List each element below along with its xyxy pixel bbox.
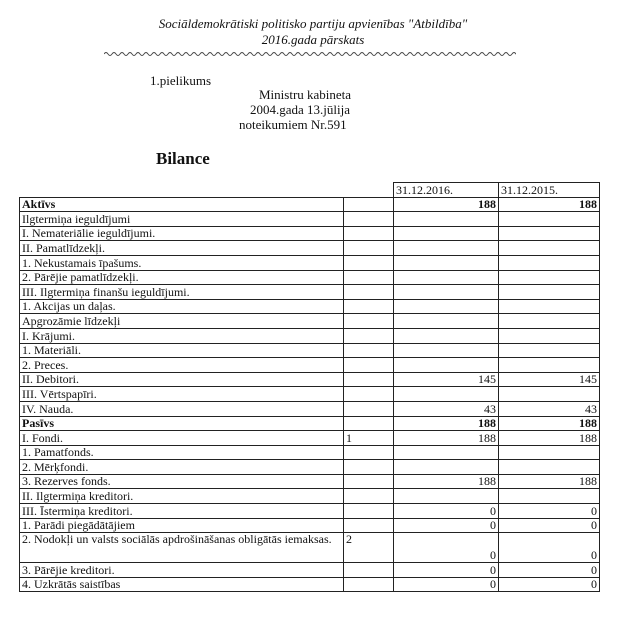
row-note [344,387,394,402]
row-note [344,226,394,241]
row-note [344,285,394,300]
row-note [344,299,394,314]
value-2016 [394,285,499,300]
value-2015: 188 [499,431,600,446]
table-row [20,299,600,314]
value-2016 [394,241,499,256]
row-note [344,328,394,343]
value-2016 [394,460,499,475]
row-note [344,401,394,416]
value-2015: 0 [499,577,600,592]
table-row [20,401,600,416]
table-header-row [20,183,600,198]
value-2015: 43 [499,401,600,416]
row-note: 2 [344,533,394,563]
value-2016 [394,314,499,329]
header-blank [344,183,394,198]
row-label: 3. Pārējie kreditori. [20,563,344,578]
value-2015 [499,255,600,270]
value-2015 [499,489,600,504]
row-label: 1. Akcijas un daļas. [20,299,344,314]
value-2016: 188 [394,474,499,489]
value-2015 [499,387,600,402]
table-row [20,314,600,329]
report-header-year: 2016.gada pārskats [261,32,365,47]
table-row [20,270,600,285]
row-note [344,518,394,533]
value-2015 [499,270,600,285]
row-note [344,241,394,256]
row-note [344,270,394,285]
table-row [20,343,600,358]
value-2015 [499,226,600,241]
value-2016: 0 [394,563,499,578]
page-title: Bilance [156,149,210,168]
value-2015 [499,241,600,256]
value-2015 [499,212,600,227]
value-2016: 188 [394,416,499,431]
row-note [344,489,394,504]
row-label: 2. Pārējie pamatlīdzekļi. [20,270,344,285]
table-row [20,255,600,270]
regulation-ref-line2: 2004.gada 13.jūlija [250,102,351,117]
table-row [20,372,600,387]
value-2016: 145 [394,372,499,387]
table-row [20,212,600,227]
table-row [20,563,600,578]
row-note: 1 [344,431,394,446]
row-label: 2. Preces. [20,358,344,373]
regulation-ref-line3: noteikumiem Nr.591 [239,117,347,132]
value-2015 [499,358,600,373]
table-row [20,387,600,402]
table-row [20,518,600,533]
row-note [344,372,394,387]
table-row [20,533,600,563]
value-2016: 188 [394,431,499,446]
value-2015 [499,343,600,358]
table-row [20,489,600,504]
value-2015: 0 [499,533,600,563]
row-label: 4. Uzkrātās saistības [20,577,344,592]
value-2015: 188 [499,197,600,212]
value-2015: 145 [499,372,600,387]
row-label: I. Fondi. [20,431,344,446]
value-2016 [394,387,499,402]
row-label: Ilgtermiņa ieguldījumi [20,212,344,227]
appendix-label: 1.pielikums [150,73,212,88]
row-label: II. Debitori. [20,372,344,387]
row-note [344,255,394,270]
row-note [344,212,394,227]
table-row [20,226,600,241]
value-2015 [499,460,600,475]
row-note [344,314,394,329]
value-2016: 188 [394,197,499,212]
row-note [344,343,394,358]
value-2015 [499,445,600,460]
table-row [20,577,600,592]
value-2016: 0 [394,504,499,519]
value-2016 [394,489,499,504]
row-label: Aktīvs [20,197,344,212]
table-row [20,474,600,489]
table-row [20,431,600,446]
row-note [344,416,394,431]
table-row [20,241,600,256]
value-2015 [499,285,600,300]
value-2016: 43 [394,401,499,416]
value-2016 [394,270,499,285]
value-2016: 0 [394,533,499,563]
report-header-organization: Sociāldemokrātiski politisko partiju apvienības "Atbildība" [158,16,468,31]
table-row [20,504,600,519]
table-row [20,285,600,300]
row-note [344,474,394,489]
value-2016 [394,212,499,227]
row-label: II. Pamatlīdzekļi. [20,241,344,256]
row-label: I. Nemateriālie ieguldījumi. [20,226,344,241]
value-2015: 0 [499,504,600,519]
value-2015: 0 [499,563,600,578]
table-row [20,445,600,460]
row-label: III. Vērtspapīri. [20,387,344,402]
value-2015: 188 [499,416,600,431]
row-label: Pasīvs [20,416,344,431]
table-row [20,460,600,475]
table-row [20,416,600,431]
row-note [344,563,394,578]
row-label: 1. Materiāli. [20,343,344,358]
row-note [344,445,394,460]
table-row [20,328,600,343]
row-note [344,460,394,475]
value-2015: 0 [499,518,600,533]
value-2016: 0 [394,577,499,592]
regulation-ref-line1: Ministru kabineta [259,87,352,102]
value-2016 [394,445,499,460]
row-label: 2. Nodokļi un valsts sociālās apdrošināšanas obligātās iemaksas. [20,533,344,563]
row-label: 2. Mērķfondi. [20,460,344,475]
balance-sheet-table [19,182,600,592]
value-2016 [394,358,499,373]
table-row [20,358,600,373]
value-2015 [499,314,600,329]
column-header-2016: 31.12.2016. [394,183,499,198]
value-2015 [499,299,600,314]
row-label: IV. Nauda. [20,401,344,416]
row-label: III. Ilgtermiņa finanšu ieguldījumi. [20,285,344,300]
value-2015: 188 [499,474,600,489]
row-label: III. Īstermiņa kreditori. [20,504,344,519]
value-2016 [394,343,499,358]
row-label: 1. Parādi piegādātājiem [20,518,344,533]
value-2016 [394,226,499,241]
row-label: 3. Rezerves fonds. [20,474,344,489]
row-note [344,358,394,373]
table-row [20,197,600,212]
value-2016: 0 [394,518,499,533]
value-2015 [499,328,600,343]
row-note [344,577,394,592]
row-label: II. Ilgtermiņa kreditori. [20,489,344,504]
row-label: 1. Pamatfonds. [20,445,344,460]
row-note [344,197,394,212]
header-blank [20,183,344,198]
row-label: 1. Nekustamais īpašums. [20,255,344,270]
row-note [344,504,394,519]
value-2016 [394,299,499,314]
row-label: I. Krājumi. [20,328,344,343]
value-2016 [394,255,499,270]
wavy-divider [104,50,516,58]
row-label: Apgrozāmie līdzekļi [20,314,344,329]
column-header-2015: 31.12.2015. [499,183,600,198]
value-2016 [394,328,499,343]
